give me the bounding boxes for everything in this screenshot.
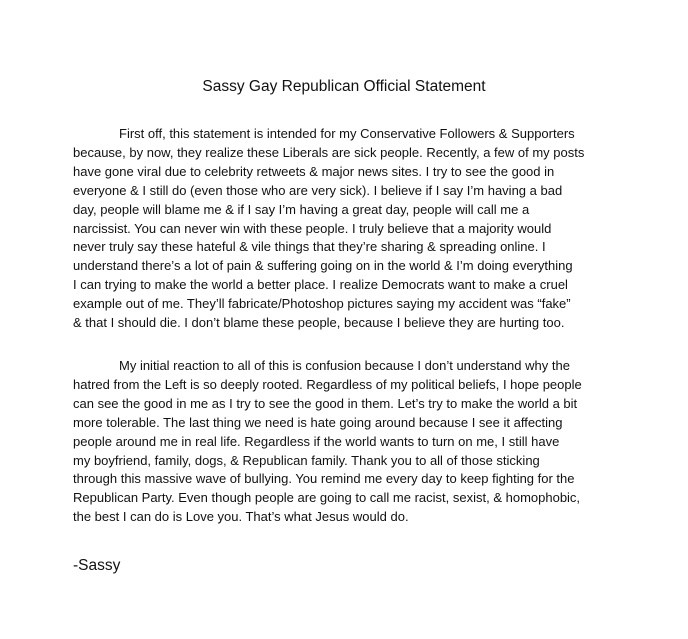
- paragraph-line: can see the good in me as I try to see the good in them. Let’s try to make the world a bit: [73, 395, 578, 411]
- statement-paragraph-2: [73, 357, 633, 527]
- paragraph-line: through this massive wave of bullying. You remind me every day to keep fighting for the: [73, 471, 575, 487]
- paragraph-line: example out of me. They’ll fabricate/Photoshop pictures saying my accident was “fake”: [73, 296, 571, 312]
- paragraph-line: I can trying to make the world a better place. I realize Democrats want to make a cruel: [73, 277, 568, 293]
- paragraph-line: have gone viral due to celebrity retweets & major news sites. I try to see the good in: [73, 163, 555, 179]
- paragraph-line: & that I should die. I don’t blame these people, because I believe they are hurting too.: [73, 315, 565, 331]
- paragraph-line: the best I can do is Love you. That’s what Jesus would do.: [73, 509, 409, 525]
- document-title: Sassy Gay Republican Official Statement: [202, 78, 486, 95]
- paragraph-line: hatred from the Left is so deeply rooted. Regardless of my political beliefs, I hope people: [73, 376, 582, 392]
- paragraph-line: because, by now, they realize these Liberals are sick people. Recently, a few of my posts: [73, 144, 585, 160]
- signature: -Sassy: [73, 557, 121, 574]
- paragraph-line: my boyfriend, family, dogs, & Republican family. Thank you to all of those sticking: [73, 452, 540, 468]
- paragraph-line: My initial reaction to all of this is confusion because I don’t understand why the: [119, 358, 570, 373]
- statement-paragraph-1: [73, 125, 633, 333]
- paragraph-line: people around me in real life. Regardless if the world wants to turn on me, I still have: [73, 433, 560, 449]
- paragraph-line: narcissist. You can never win with these people. I truly believe that a majority would: [73, 220, 552, 236]
- paragraph-line: more tolerable. The last thing we need is hate going around because I see it affecting: [73, 414, 563, 430]
- paragraph-line: everyone & I still do (even those who are very sick). I believe if I say I’m having a bad: [73, 182, 563, 198]
- paragraph-line: First off, this statement is intended for my Conservative Followers & Supporters: [119, 126, 575, 141]
- paragraph-line: Republican Party. Even though people are going to call me racist, sexist, & homophobic,: [73, 490, 581, 506]
- paragraph-line: day, people will blame me & if I say I’m having a great day, people will call me a: [73, 201, 530, 217]
- paragraph-line: understand there’s a lot of pain & suffering going on in the world & I’m doing everything: [73, 258, 573, 274]
- paragraph-line: never truly say these hateful & vile things that they’re sharing & spreading online. I: [73, 239, 546, 255]
